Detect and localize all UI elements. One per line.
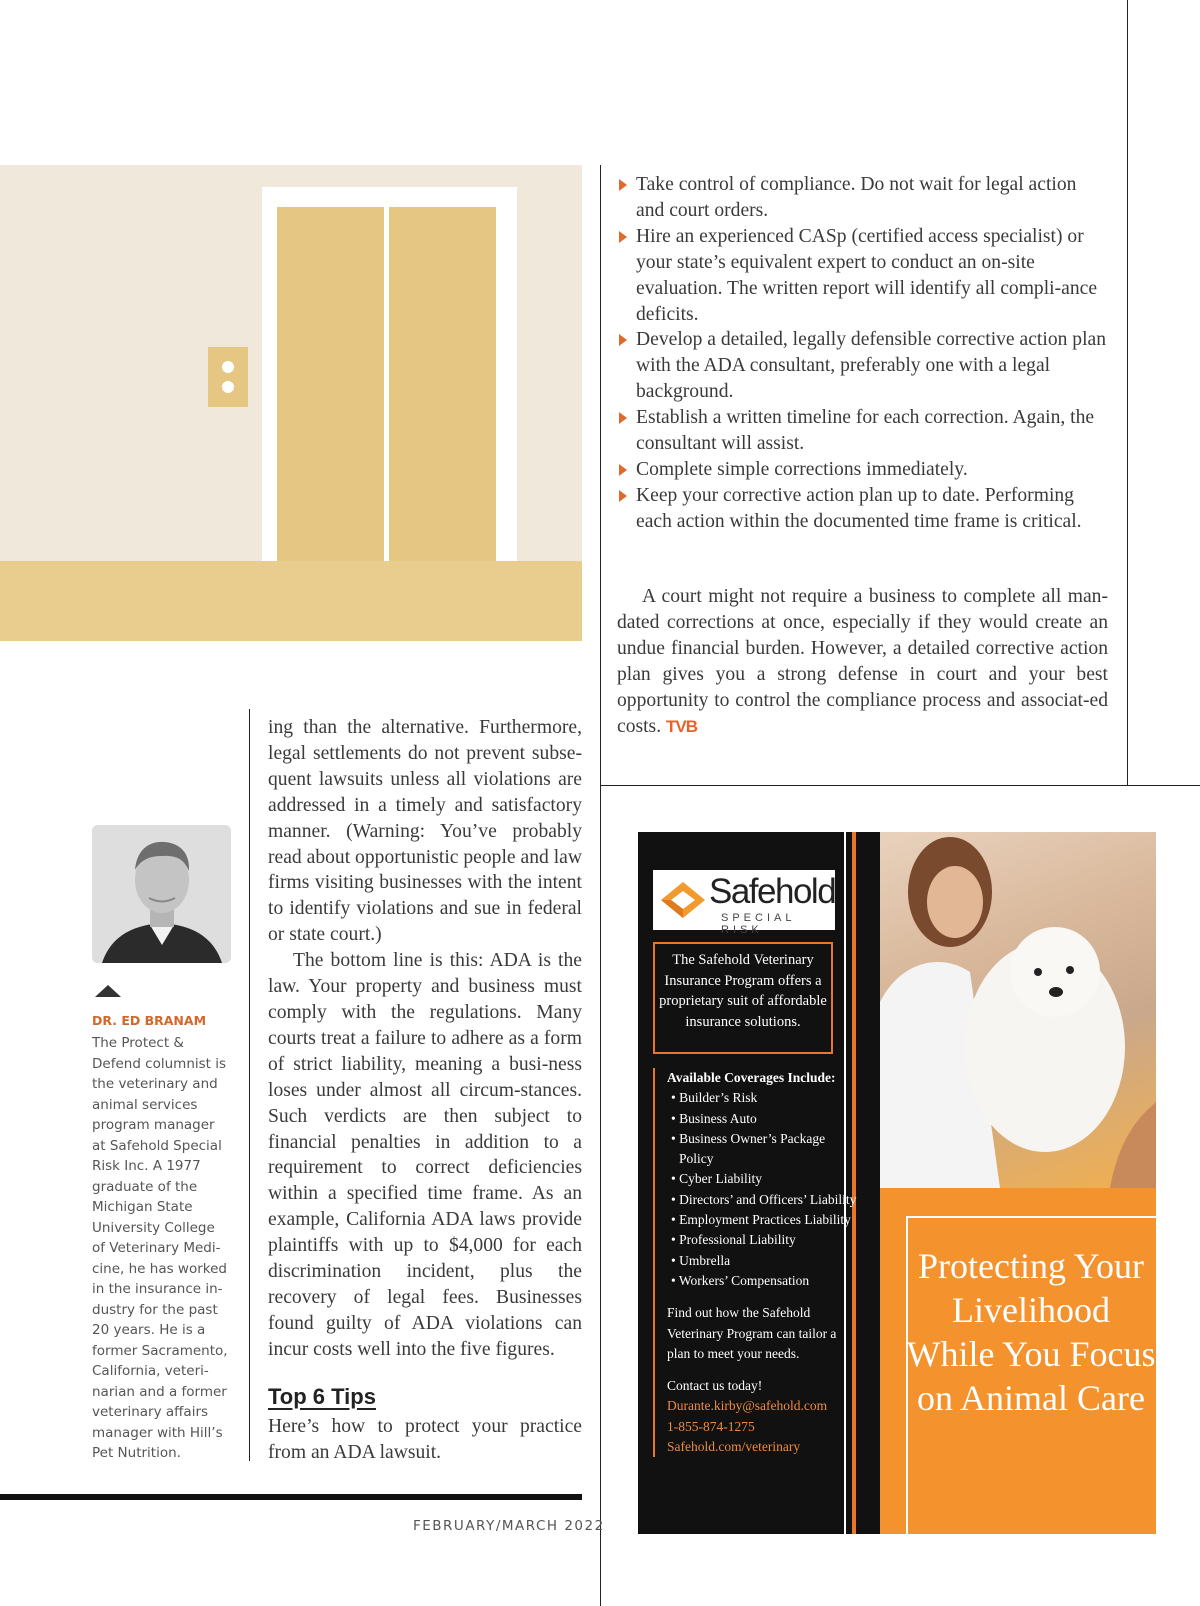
section-subheading: Here’s how to protect your practice from an ADA lawsuit.: [268, 1416, 582, 1463]
coverage-item-text: Professional Liability: [679, 1232, 796, 1248]
list-item-text: Develop a detailed, legally defensible corrective action plan with the ADA consultant, preferably one with a legal background.: [636, 329, 1107, 403]
bullet-arrow-icon: [619, 490, 627, 502]
coverage-item-text: Business Owner’s Package Policy: [679, 1130, 826, 1167]
bullet-arrow-icon: [619, 231, 627, 243]
right-column-rule: [1127, 0, 1128, 785]
ad-phone-link[interactable]: 1-855-874-1275: [667, 1418, 755, 1434]
coverage-item: • Directors’ and Officers’ Liability: [671, 1191, 857, 1207]
illustration-floor: [0, 561, 582, 641]
ad-website-link[interactable]: Safehold.com/veterinary: [667, 1439, 801, 1455]
column-divider: [600, 165, 601, 1606]
sidebar-divider: [249, 709, 250, 1461]
elevator-call-panel: [208, 347, 248, 407]
end-mark-logo: TVB: [666, 716, 697, 736]
ad-top-rule: [600, 785, 1200, 786]
vet-with-dog-photo: [880, 832, 1156, 1188]
coverage-item: • Umbrella: [671, 1252, 731, 1268]
author-bio: The Protect & Defend columnist is the veterinary and animal services program manager at Safehold Special Risk Inc. A 1977 graduate of the Michigan State University College of Veterinary Medi-cine, he has worked in the insurance in-dustry for the past 20 years. He is a former Sacramento, California, veteri-narian and a former veterinary affairs manager with Hill’s Pet Nutrition.: [92, 1035, 228, 1461]
coverage-item-text: Employment Practices Liability: [679, 1212, 851, 1228]
body-paragraph: ing than the alternative. Furthermore, legal settlements do not prevent subse-quent lawsuits unless all violations are addressed in a timely and satisfactory manner. (Warning: You’ve probably read about opportunistic people and law firms visiting businesses with the intent to identify violations and sue in federal or state court.): [268, 717, 582, 946]
footer-bar: [0, 1494, 582, 1500]
author-name: DR. ED BRANAM: [92, 1013, 207, 1028]
bullet-arrow-icon: [619, 334, 627, 346]
coverage-item-text: Workers’ Compensation: [678, 1272, 810, 1288]
coverage-item: • Professional Liability: [671, 1232, 796, 1248]
coverage-list: [653, 1068, 857, 1457]
coverage-item-text: Business Auto: [679, 1110, 757, 1126]
list-item-text: Keep your corrective action plan up to date. Performing each action within the documented time frame is critical.: [636, 484, 1082, 532]
elevator-door-right: [389, 207, 496, 561]
safehold-logo: [653, 870, 836, 936]
logo-wordmark: Safehold: [709, 872, 836, 911]
list-item: [617, 172, 1107, 224]
coverage-item: • Employment Practices Liability: [671, 1212, 851, 1228]
list-item-text: Hire an experienced CASp (certified access specialist) or your state’s equivalent expert to conduct an on-site evaluation. The written report will identify all compli-ance deficits.: [636, 225, 1098, 325]
list-item: [617, 483, 1107, 535]
tips-list: [617, 172, 1107, 535]
elevator-door-left: [277, 207, 384, 561]
coverage-item: • Business Owner’s Package Policy: [671, 1130, 826, 1167]
logo-subtitle: SPECIAL RISK: [721, 912, 796, 936]
safehold-advertisement: [638, 832, 1156, 1534]
bullet-arrow-icon: [619, 179, 627, 191]
ad-contact-label: Contact us today!: [667, 1378, 763, 1394]
safehold-diamond-icon: [659, 880, 707, 920]
caret-up-icon: [95, 985, 121, 997]
coverage-item-text: Directors’ and Officers’ Liability: [679, 1191, 857, 1207]
list-item-text: Complete simple corrections immediately.: [636, 458, 968, 480]
ad-intro-text: The Safehold Veterinary Insurance Program offers a proprietary suit of affordable insurance solutions.: [653, 942, 833, 1054]
ad-headline: Protecting Your Livelihood While You Focus on Animal Care: [906, 1246, 1156, 1418]
elevator-illustration: [0, 165, 582, 641]
closing-paragraph-text: A court might not require a business to complete all man-dated corrections at once, especially if they would create an undue financial burden. However, a detailed corrective action plan gives you a strong defense in court and your best opportunity to control the compliance process and associat-ed costs.: [617, 586, 1108, 737]
coverage-item: • Workers’ Compensation: [671, 1272, 810, 1288]
coverage-item: • Builder’s Risk: [671, 1090, 758, 1106]
list-item: [617, 327, 1107, 405]
coverage-item: • Business Auto: [671, 1110, 757, 1126]
ad-call-to-action: Find out how the Safehold Veterinary Program can tailor a plan to meet your needs.: [667, 1305, 837, 1361]
body-paragraph: The bottom line is this: ADA is the law. Your property and business must comply with the regulations. Many courts treat a failure to adhere as a form of strict liability, meaning a busi-ness loses under almost all circum-stances. Such verdicts are then subject to financial penalties in addition to a requirement to correct deficiencies within a specified time frame. As an example, California ADA laws provide plaintiffs with up to $4,000 for each discrimination incident, plus the recovery of legal fees. Businesses found guilty of ADA violations can incur costs well into the five figures.: [268, 950, 582, 1360]
closing-paragraph: [617, 584, 1108, 739]
list-item: [617, 224, 1107, 328]
bullet-arrow-icon: [619, 464, 627, 476]
author-photo: [92, 825, 231, 963]
list-item: [617, 457, 1107, 483]
coverage-item-text: Builder’s Risk: [679, 1090, 758, 1106]
list-item-text: Take control of compliance. Do not wait for legal action and court orders.: [636, 174, 1077, 221]
section-heading: Top 6 Tips: [268, 1384, 376, 1409]
coverage-heading: Available Coverages Include:: [667, 1070, 836, 1085]
list-item: [617, 405, 1107, 457]
coverage-item-text: Cyber Liability: [679, 1171, 762, 1187]
issue-date: FEBRUARY/MARCH 2022: [413, 1518, 605, 1534]
ad-email-link[interactable]: Durante.kirby@safehold.com: [667, 1398, 828, 1414]
coverage-item: • Cyber Liability: [671, 1171, 762, 1187]
list-item-text: Establish a written timeline for each correction. Again, the consultant will assist.: [636, 407, 1095, 455]
bullet-arrow-icon: [619, 412, 627, 424]
article-body: [268, 715, 582, 1363]
coverage-item-text: Umbrella: [679, 1252, 731, 1268]
